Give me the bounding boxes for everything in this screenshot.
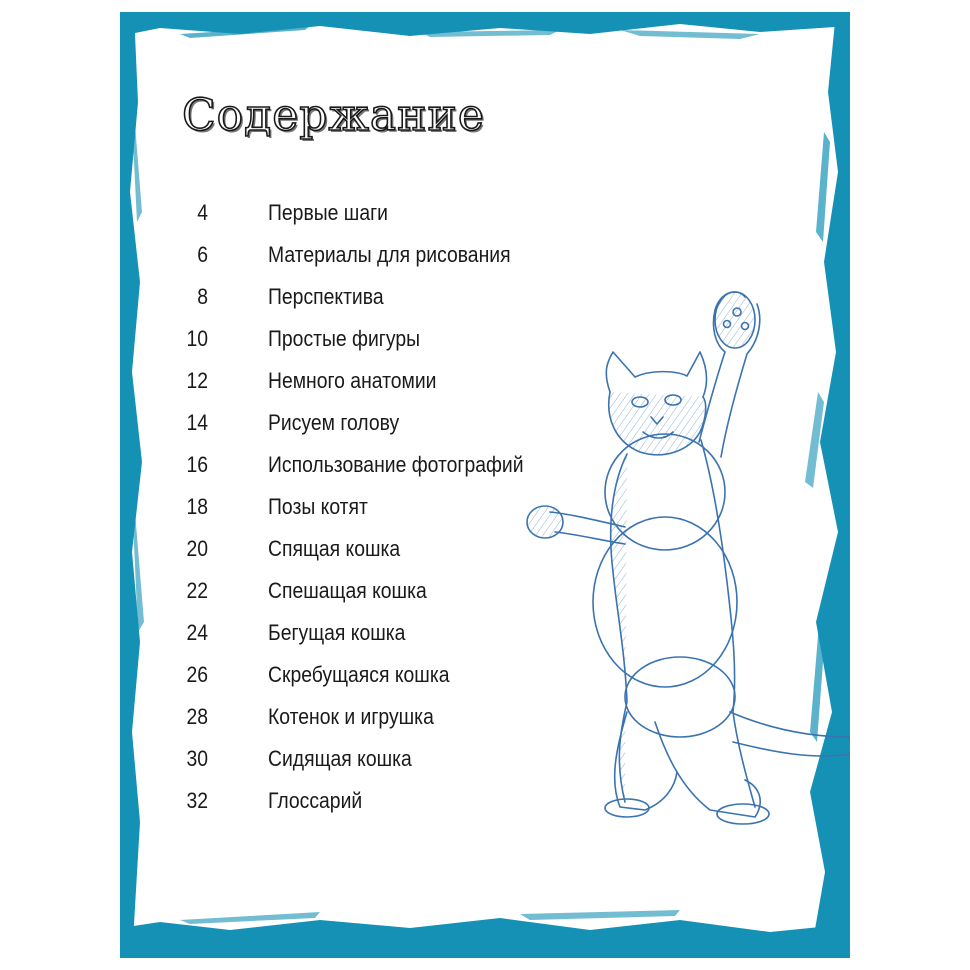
toc-entry-title: Перспектива <box>268 284 384 309</box>
toc-page-number: 28 <box>186 704 208 729</box>
toc-entry-title: Котенок и игрушка <box>268 704 434 729</box>
toc-entry-title: Немного анатомии <box>268 368 437 393</box>
toc-page-number: 18 <box>186 494 208 519</box>
toc-entry-title: Первые шаги <box>268 200 388 225</box>
toc-entry-title: Материалы для рисования <box>268 242 511 267</box>
toc-page-number: 20 <box>186 536 208 561</box>
toc-page-number: 32 <box>186 788 208 813</box>
toc-row[interactable] <box>162 234 622 276</box>
toc-entry-title: Рисуем голову <box>268 410 400 435</box>
page-title: Содержание <box>182 90 485 141</box>
toc-page-number: 14 <box>186 410 208 435</box>
toc-row[interactable] <box>162 192 622 234</box>
toc-page-number: 6 <box>197 242 208 267</box>
toc-page-number: 26 <box>186 662 208 687</box>
toc-entry-title: Бегущая кошка <box>268 620 406 645</box>
toc-entry-title: Спешащая кошка <box>268 578 427 603</box>
toc-page-number: 24 <box>186 620 208 645</box>
toc-page-number: 16 <box>186 452 208 477</box>
toc-page-number: 12 <box>186 368 208 393</box>
toc-entry-title: Позы котят <box>268 494 368 519</box>
book-page <box>120 12 850 958</box>
toc-entry-title: Скребущаяся кошка <box>268 662 450 687</box>
toc-entry-title: Глоссарий <box>268 788 363 813</box>
toc-page-number: 30 <box>186 746 208 771</box>
toc-entry-title: Сидящая кошка <box>268 746 412 771</box>
toc-page-number: 4 <box>197 200 208 225</box>
toc-page-number: 8 <box>197 284 208 309</box>
toc-page-number: 10 <box>186 326 208 351</box>
toc-entry-title: Простые фигуры <box>268 326 421 351</box>
toc-page-number: 22 <box>186 578 208 603</box>
cat-sketch-illustration <box>515 282 850 842</box>
toc-entry-title: Спящая кошка <box>268 536 401 561</box>
toc-entry-title: Использование фотографий <box>268 452 524 477</box>
